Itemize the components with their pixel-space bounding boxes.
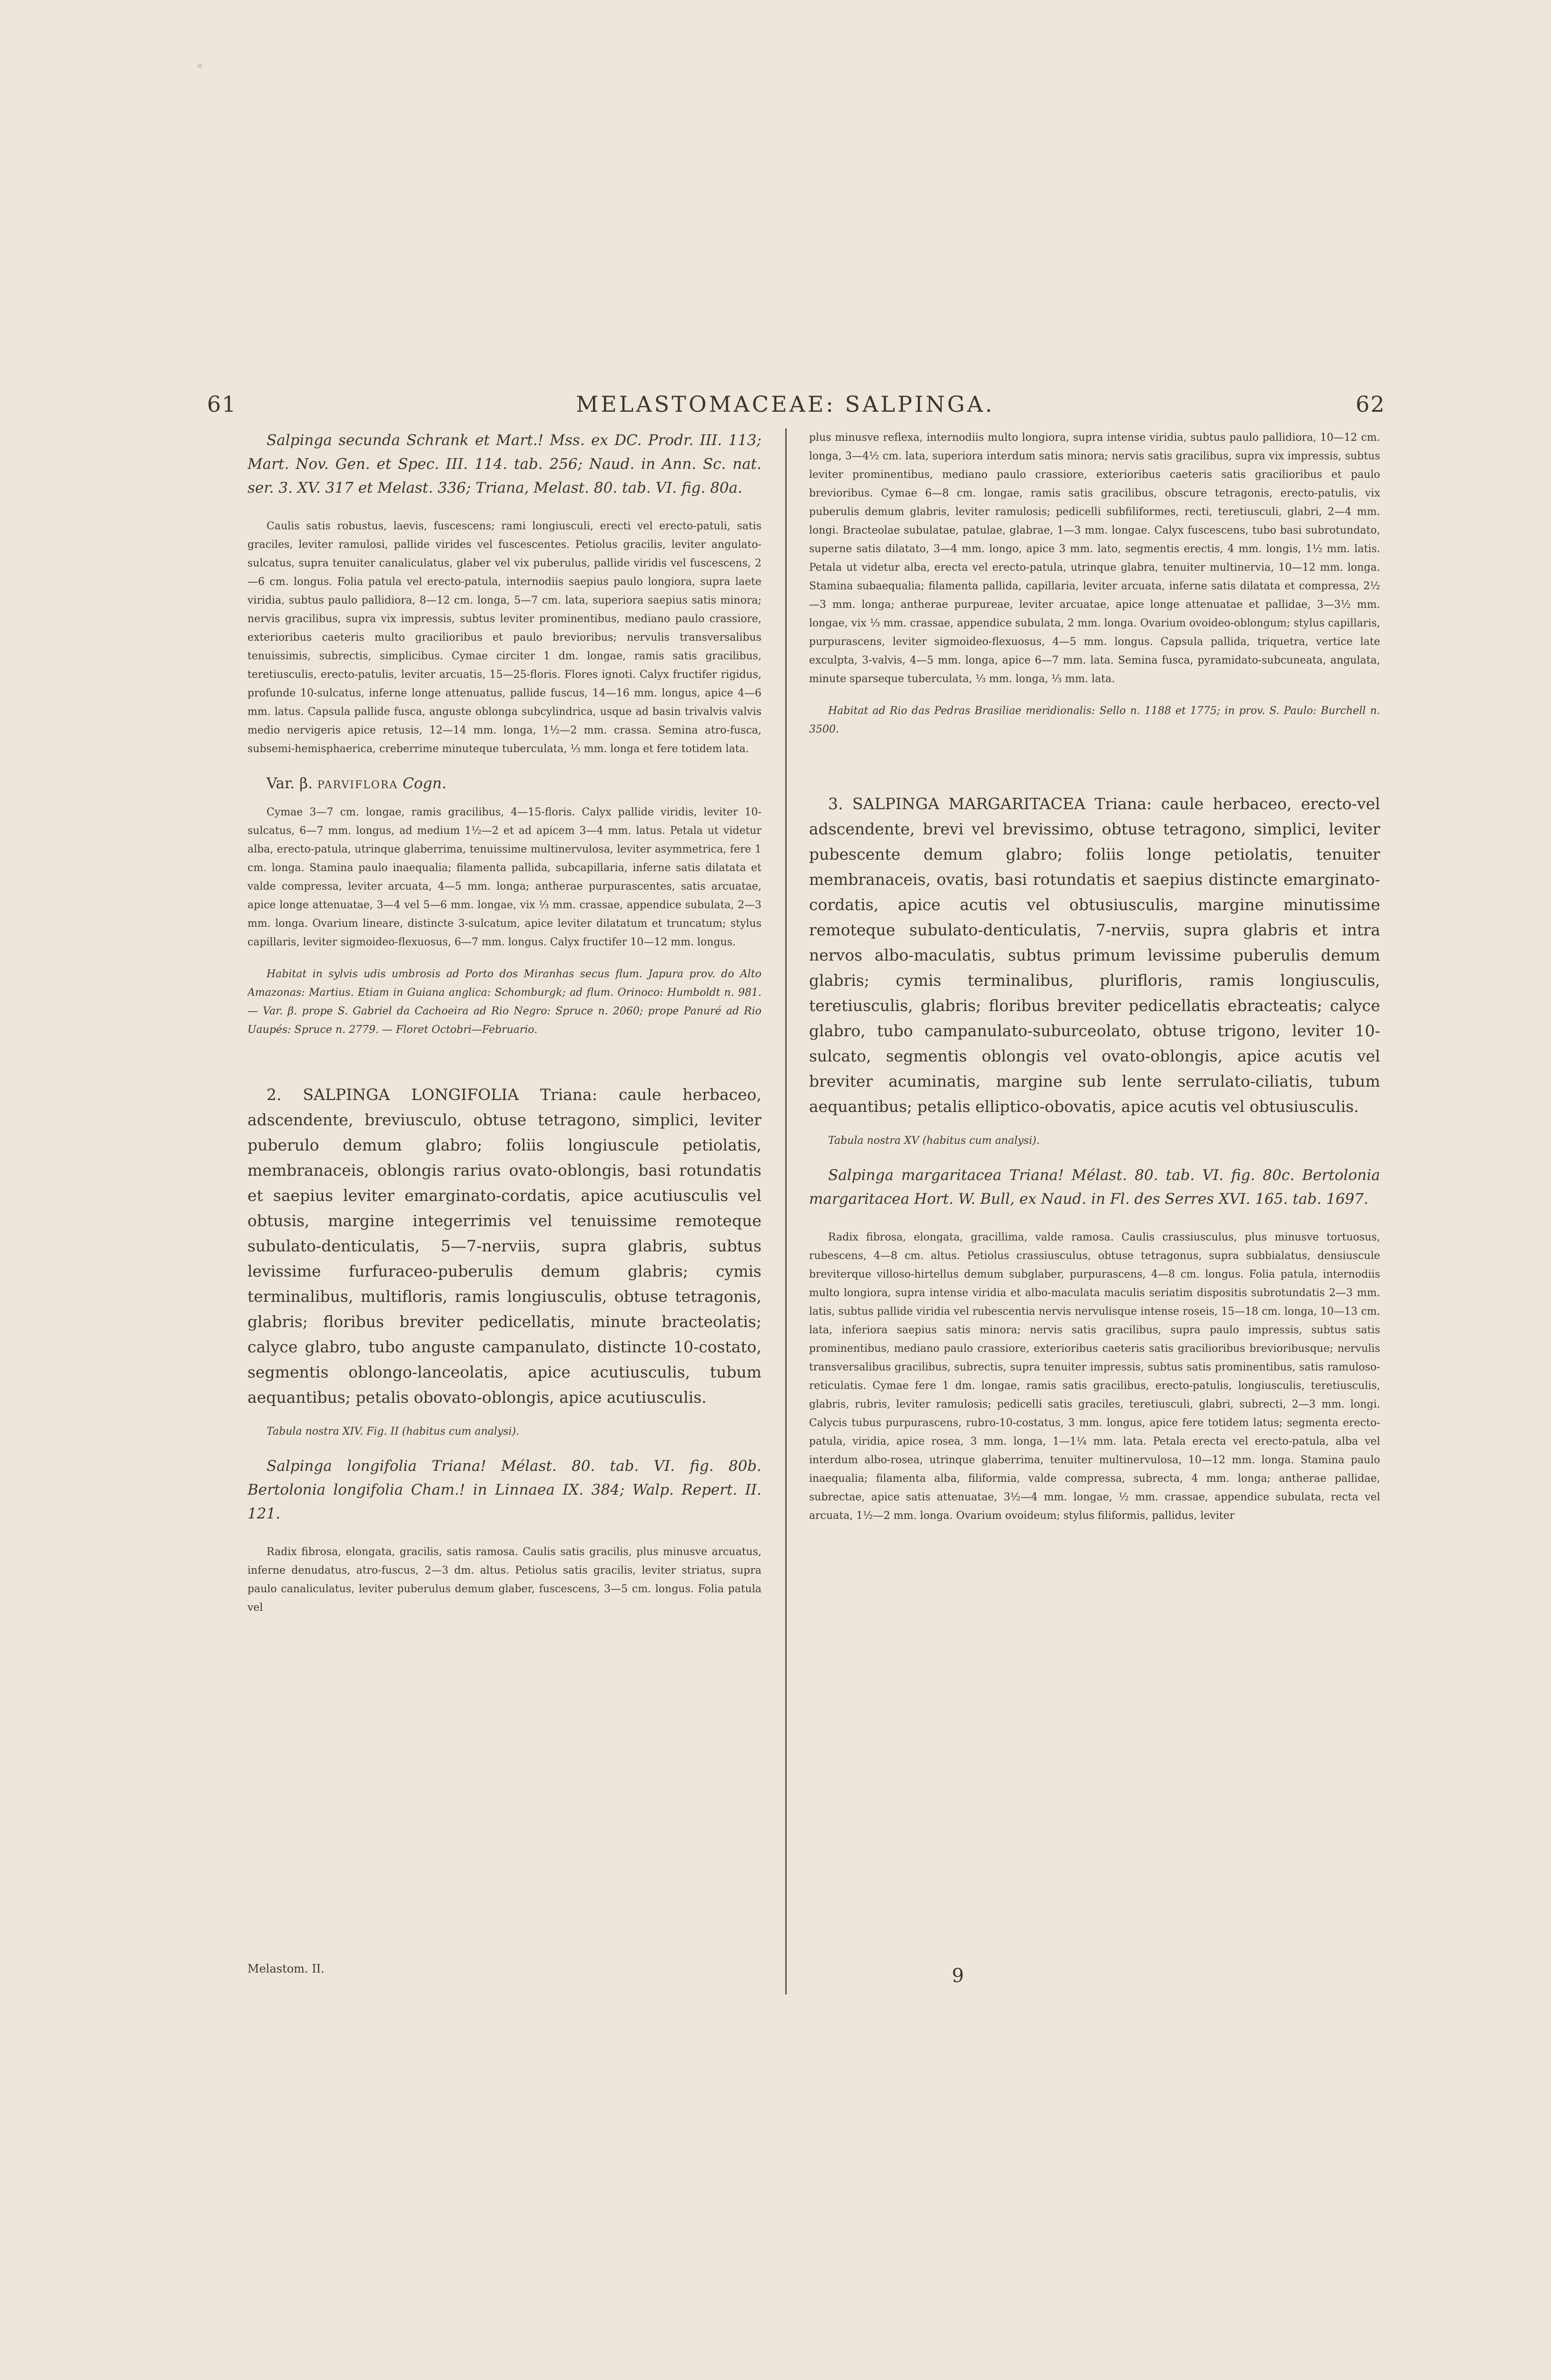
column-divider: [785, 428, 787, 1994]
variety-label: Var. β.: [267, 775, 313, 792]
variety-author: Cogn.: [403, 775, 447, 792]
right-column: [809, 428, 1380, 2296]
plate-caption-xv: Tabula nostra XV (habitus cum analysi).: [828, 1135, 1040, 1147]
variety-description: Cymae 3—7 cm. longae, ramis gracilibus, 4—15-floris. Calyx pallide viridis, leviter 10-sulcatus, 6—7 mm. longus, ad medium 1½—2 et ad apicem 3—4 mm. latus. Petala ut videtur alba, erecto-patula, utrinque glaberrima, tenuissime multinervulosa, leviter asymmetrica, fere 1 cm. longa. Stamina paulo inaequalia; filamenta pallida, subcapillaria, inferne satis dilatata et valde compressa, leviter arcuata, 4—5 mm. longa; antherae purpurascentes, satis arcuatae, apice longe attenuatae, 3—4 vel 5—6 mm. longae, vix ⅓ mm. crassae, appendice subulata, 2—3 mm. longa. Ovarium lineare, distincte 3-sulcatum, apice leviter dilatatum et truncatum; stylus capillaris, leviter sigmoideo-flexuosus, 6—7 mm. longus. Calyx fructifer 10—12 mm. longus.: [247, 806, 761, 948]
habitat-salpinga-secunda: Habitat in sylvis udis umbrosis ad Porto dos Miranhas secus flum. Japura prov. do Alto Amazonas: Martius. Etiam in Guiana anglica: Schomburgk; ad flum. Orinoco: Humboldt n. 981. — Var. β. prope S. Gabriel da Cachoeira ad Rio Negro: Spruce n. 2060; prope Panuré ad Rio Uaupés: Spruce n. 2779. — Floret Octobri—Februario.: [247, 968, 761, 1036]
running-title: MELASTOMACEAE: SALPINGA.: [576, 391, 995, 417]
species-longifolia-diagnosis: 2. SALPINGA LONGIFOLIA Triana: caule herbaceo, adscendente, breviusculo, obtuse tetragono, simplici, leviter puberulo demum glabro; foliis longiuscule petiolatis, membranaceis, oblongis rarius ovato-oblongis, basi rotundatis et saepius leviter emarginato-cordatis, apice acutiusculis vel obtusis, margine integerrimis vel tenuissime remoteque subulato-denticulatis, 5—7-nerviis, supra glabris, subtus levissime furfuraceo-puberulis demum glabris; cymis terminalibus, multifloris, ramis longiusculis, obtuse tetragonis, glabris; floribus breviter pedicellatis, minute bracteolatis; calyce glabro, tubo anguste campanulato, distincte 10-costato, segmentis oblongo-lanceolatis, apice acutiusculis, tubum aequantibus; petalis obovato-oblongis, apice acutiusculis.: [247, 1085, 761, 1407]
description-salpinga-margaritacea: Radix fibrosa, elongata, gracillima, valde ramosa. Caulis crassiusculus, plus minusve tortuosus, rubescens, 4—8 cm. altus. Petiolus crassiusculus, obtuse tetragonus, supra subbialatus, densiuscule breviterque villoso-hirtellus demum subglaber, purpurascens, 4—8 cm. longus. Folia patula, internodiis multo longiora, supra intense viridia et albo-maculata maculis seriatim dispositis subrotundatis 2—3 mm. latis, subtus pallide viridia vel rubescentia nervis nervulisque intense roseis, 15—18 cm. longa, 10—13 cm. lata, inferiora saepius satis minora; nervis satis gracilibus, supra paulo impressis, subtus satis prominentibus, mediano paulo crassiore, exterioribus caeteris satis gracilioribus brevioribusque; nervulis transversalibus gracilibus, subrectis, supra tenuiter impressis, subtus satis prominentibus, satis ramuloso-reticulatis. Cymae fere 1 dm. longae, ramis satis gracilibus, erecto-patulis, longiusculis, teretiusculis, glabris, rubris, leviter ramulosis; pedicelli satis graciles, teretiusculi, glabri, subrecti, 2—3 mm. longi. Calycis tubus purpurascens, rubro-10-costatus, 3 mm. longus, apice fere totidem latus; segmenta erecto-patula, viridia, apice rosea, 3 mm. longa, 1—1¼ mm. lata. Petala erecta vel erecto-patula, alba vel interdum albo-rosea, utrinque glaberrima, tenuiter multinervulosa, 10—12 mm. longa. Stamina paulo inaequalia; filamenta alba, filiformia, valde compressa, subrecta, 4 mm. longa; antherae pallidae, subrectae, apice satis attenuatae, 3½—4 mm. longae, ½ mm. crassae, appendice subulata, recta vel arcuata, 1½—2 mm. longa. Ovarium ovoideum; stylus filiformis, pallidus, leviter: [809, 1231, 1380, 1522]
left-page-number: 61: [207, 391, 237, 417]
habitat-salpinga-longifolia: Habitat ad Rio das Pedras Brasiliae meridionalis: Sello n. 1188 et 1775; in prov. S. Paulo: Burchell n. 3500.: [809, 705, 1380, 735]
reference-salpinga-longifolia: Salpinga longifolia Triana! Mélast. 80. tab. VI. fig. 80b. Bertolonia longifolia Cham.! in Linnaea IX. 384; Walp. Repert. II. 121.: [247, 1458, 761, 1522]
variety-name: PARVIFLORA: [317, 779, 398, 791]
species-margaritacea-diagnosis: 3. SALPINGA MARGARITACEA Triana: caule herbaceo, erecto-vel adscendente, brevi vel brevissimo, obtuse tetragono, simplici, leviter pubescente demum glabro; foliis longe petiolatis, tenuiter membranaceis, ovatis, basi rotundatis et saepius distincte emarginato-cordatis, apice acutis vel obtusiusculis, margine minutissime remoteque subulato-denticulatis, 7-nerviis, supra glabris et intra nervos albo-maculatis, subtus primum levissime puberulis demum glabris; cymis terminalibus, plurifloris, ramis longiusculis, teretiusculis, glabris; floribus breviter pedicellatis ebracteatis; calyce glabro, tubo campanulato-suburceolato, obtuse trigono, leviter 10-sulcato, segmentis oblongis vel ovato-oblongis, apice acutis vel breviter acuminatis, margine sub lente serrulato-ciliatis, tubum aequantibus; petalis elliptico-obovatis, apice acutis vel obtusiusculis.: [809, 794, 1380, 1116]
plate-caption-xiv: Tabula nostra XIV. Fig. II (habitus cum analysi).: [267, 1426, 520, 1438]
right-page-number: 62: [1355, 391, 1385, 417]
reference-salpinga-secunda: Salpinga secunda Schrank et Mart.! Mss. ex DC. Prodr. III. 113; Mart. Nov. Gen. et Spec. III. 114. tab. 256; Naud. in Ann. Sc. nat. ser. 3. XV. 317 et Melast. 336; Triana, Melast. 80. tab. VI. fig. 80a.: [247, 432, 761, 496]
corner-mark: e: [198, 61, 202, 70]
description-salpinga-secunda: Caulis satis robustus, laevis, fuscescens; rami longiusculi, erecti vel erecto-patuli, satis graciles, leviter ramulosi, pallide virides vel fuscescentes. Petiolus gracilis, leviter angulato-sulcatus, supra tenuiter canaliculatus, glaber vel vix puberulus, pallide viridis vel fuscescens, 2—6 cm. longus. Folia patula vel erecto-patula, internodiis saepius paulo longiora, supra laete viridia, subtus paulo pallidiora, 8—12 cm. longa, 5—7 cm. lata, superiora saepius satis minora; nervis gracilibus, supra vix impressis, subtus leviter prominentibus, mediano paulo crassiore, exterioribus caeteris multo gracilioribus et paulo brevioribus; nervulis transversalibus tenuissimis, subrectis, simplicibus. Cymae circiter 1 dm. longae, ramis satis gracilibus, teretiusculis, erecto-patulis, leviter arcuatis, 15—25-floris. Flores ignoti. Calyx fructifer rigidus, profunde 10-sulcatus, inferne longe attenuatus, pallide fuscus, 14—16 mm. longus, apice 4—6 mm. latus. Capsula pallide fusca, anguste oblonga subcylindrica, usque ad basin trivalvis valvis medio nervigeris apice retusis, 12—14 mm. longa, 1½—2 mm. crassa. Semina atro-fusca, subsemi-hemisphaerica, creberrime minuteque tuberculata, ⅓ mm. longa et fere totidem lata.: [247, 520, 761, 755]
description-salpinga-longifolia: Radix fibrosa, elongata, gracilis, satis ramosa. Caulis satis gracilis, plus minusve arcuatus, inferne denudatus, atro-fuscus, 2—3 dm. altus. Petiolus satis gracilis, leviter striatus, supra paulo canaliculatus, leviter puberulus demum glaber, fuscescens, 3—5 cm. longus. Folia patula vel: [247, 1546, 761, 1614]
variety-heading: [267, 772, 761, 797]
left-column: [247, 428, 761, 2296]
reference-salpinga-margaritacea: Salpinga margaritacea Triana! Mélast. 80. tab. VI. fig. 80c. Bertolonia margaritacea Hort. W. Bull, ex Naud. in Fl. des Serres XVI. 165. tab. 1697.: [809, 1167, 1380, 1208]
signature-number: 9: [952, 1965, 964, 1987]
signature-mark: Melastom. II.: [247, 1962, 325, 1975]
description-longifolia-continued: plus minusve reflexa, internodiis multo longiora, supra intense viridia, subtus paulo pallidiora, 10—12 cm. longa, 3—4½ cm. lata, superiora interdum satis minora; nervis satis gracilibus, supra vix impressis, subtus leviter prominentibus, mediano paulo crassiore, exterioribus caeteris satis gracilioribus et paulo brevioribus. Cymae 6—8 cm. longae, ramis satis gracilibus, obscure tetragonis, erecto-patulis, vix puberulis demum glabris, leviter ramulosis; pedicelli subfiliformes, recti, teretiusculi, glabri, 2—4 mm. longi. Bracteolae subulatae, patulae, glabrae, 1—3 mm. longae. Calyx fuscescens, tubo basi subrotundato, superne satis dilatato, 3—4 mm. longo, apice 3 mm. lato, segmentis erectis, 4 mm. longis, 1½ mm. latis. Petala ut videtur alba, erecta vel erecto-patula, utrinque glabra, tenuiter multinervia, 10—12 mm. longa. Stamina subaequalia; filamenta pallida, capillaria, leviter arcuata, inferne satis dilatata et compressa, 2½—3 mm. longa; antherae purpureae, leviter arcuatae, apice longe attenuatae et pallidae, 3—3½ mm. longae, vix ⅓ mm. crassae, appendice subulata, 2 mm. longa. Ovarium ovoideo-oblongum; stylus capillaris, purpurascens, leviter sigmoideo-flexuosus, 4—5 mm. longus. Capsula pallida, triquetra, vertice late exculpta, 3-valvis, 4—5 mm. longa, apice 6—7 mm. lata. Semina fusca, pyramidato-subcuneata, angulata, minute sparseque tuberculata, ⅓ mm. longa, ⅓ mm. lata.: [809, 432, 1380, 685]
